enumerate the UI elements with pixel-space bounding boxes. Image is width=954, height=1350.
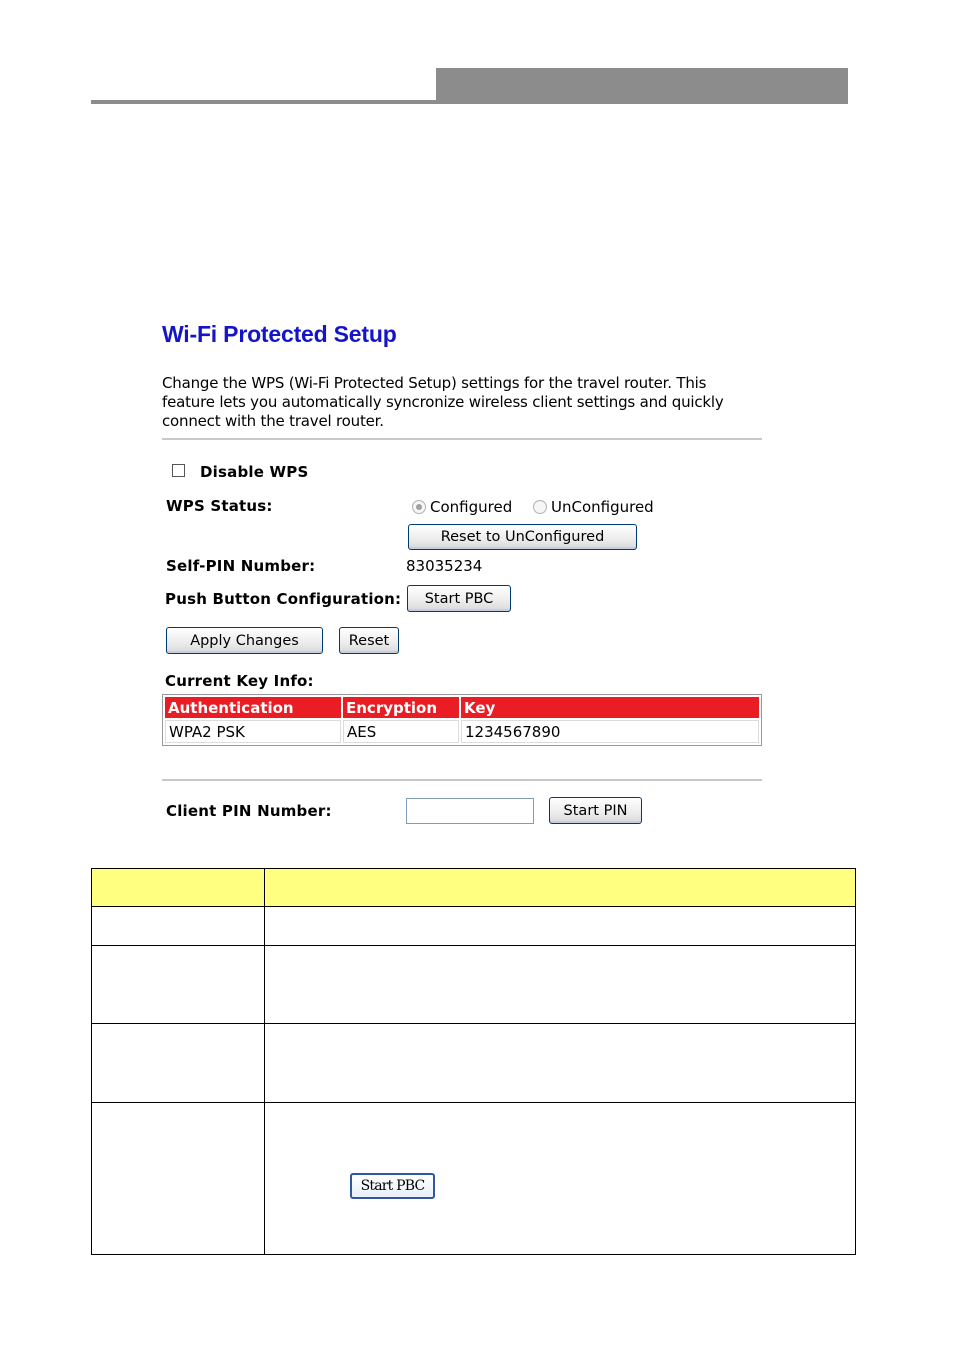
- self-pin-value: 83035234: [406, 557, 483, 575]
- pbc-label: Push Button Configuration:: [165, 590, 402, 608]
- key-table-header: [165, 697, 759, 718]
- header-cell-description: [265, 869, 856, 907]
- cell-authentication: WPA2 PSK: [165, 720, 341, 743]
- table-cell: [265, 907, 856, 946]
- header-bar: [436, 68, 848, 104]
- self-pin-label: Self-PIN Number:: [166, 557, 316, 575]
- table-cell: [92, 1103, 265, 1255]
- key-info-table: [162, 694, 762, 746]
- disable-wps-checkbox[interactable]: [172, 464, 185, 477]
- status-configured-radio[interactable]: [412, 500, 426, 514]
- table-row: [92, 946, 856, 1024]
- table-cell: [92, 946, 265, 1024]
- table-cell: [92, 1024, 265, 1103]
- cell-key: 1234567890: [461, 720, 759, 743]
- apply-changes-button[interactable]: Apply Changes: [166, 627, 323, 654]
- status-unconfigured-radio[interactable]: [533, 500, 547, 514]
- table-cell: [92, 907, 265, 946]
- cell-encryption: AES: [343, 720, 459, 743]
- divider: [162, 779, 762, 781]
- start-pbc-button[interactable]: Start PBC: [407, 585, 511, 612]
- status-unconfigured-label: UnConfigured: [551, 498, 654, 516]
- reset-button[interactable]: Reset: [339, 627, 399, 654]
- table-cell: [265, 946, 856, 1024]
- page-title: Wi-Fi Protected Setup: [162, 321, 397, 347]
- header-cell-item: [92, 869, 265, 907]
- current-key-info-label: Current Key Info:: [165, 672, 314, 690]
- client-pin-input[interactable]: [406, 798, 534, 824]
- header-encryption: Encryption: [343, 697, 459, 718]
- table-row: [92, 1103, 856, 1255]
- divider: [162, 438, 762, 440]
- wps-status-label: WPS Status:: [166, 497, 273, 515]
- status-configured-label: Configured: [430, 498, 513, 516]
- table-cell: [265, 1024, 856, 1103]
- header-authentication: Authentication: [165, 697, 341, 718]
- description-table: [91, 868, 856, 1255]
- header-key: Key: [461, 697, 759, 718]
- sample-start-pbc-button: Start PBC: [350, 1173, 435, 1199]
- reset-to-unconfigured-button[interactable]: Reset to UnConfigured: [408, 524, 637, 550]
- table-header-row: [92, 869, 856, 907]
- header-rule: [91, 100, 437, 104]
- table-row: [92, 1024, 856, 1103]
- table-row: [165, 720, 759, 743]
- table-row: [92, 907, 856, 946]
- client-pin-label: Client PIN Number:: [166, 802, 332, 820]
- disable-wps-label: Disable WPS: [200, 463, 309, 481]
- table-cell: [265, 1103, 856, 1255]
- page-description: Change the WPS (Wi-Fi Protected Setup) settings for the travel router. This feature lets you automatically syncronize wireless client settings and quickly connect with the travel router.: [162, 374, 724, 430]
- start-pin-button[interactable]: Start PIN: [549, 797, 642, 824]
